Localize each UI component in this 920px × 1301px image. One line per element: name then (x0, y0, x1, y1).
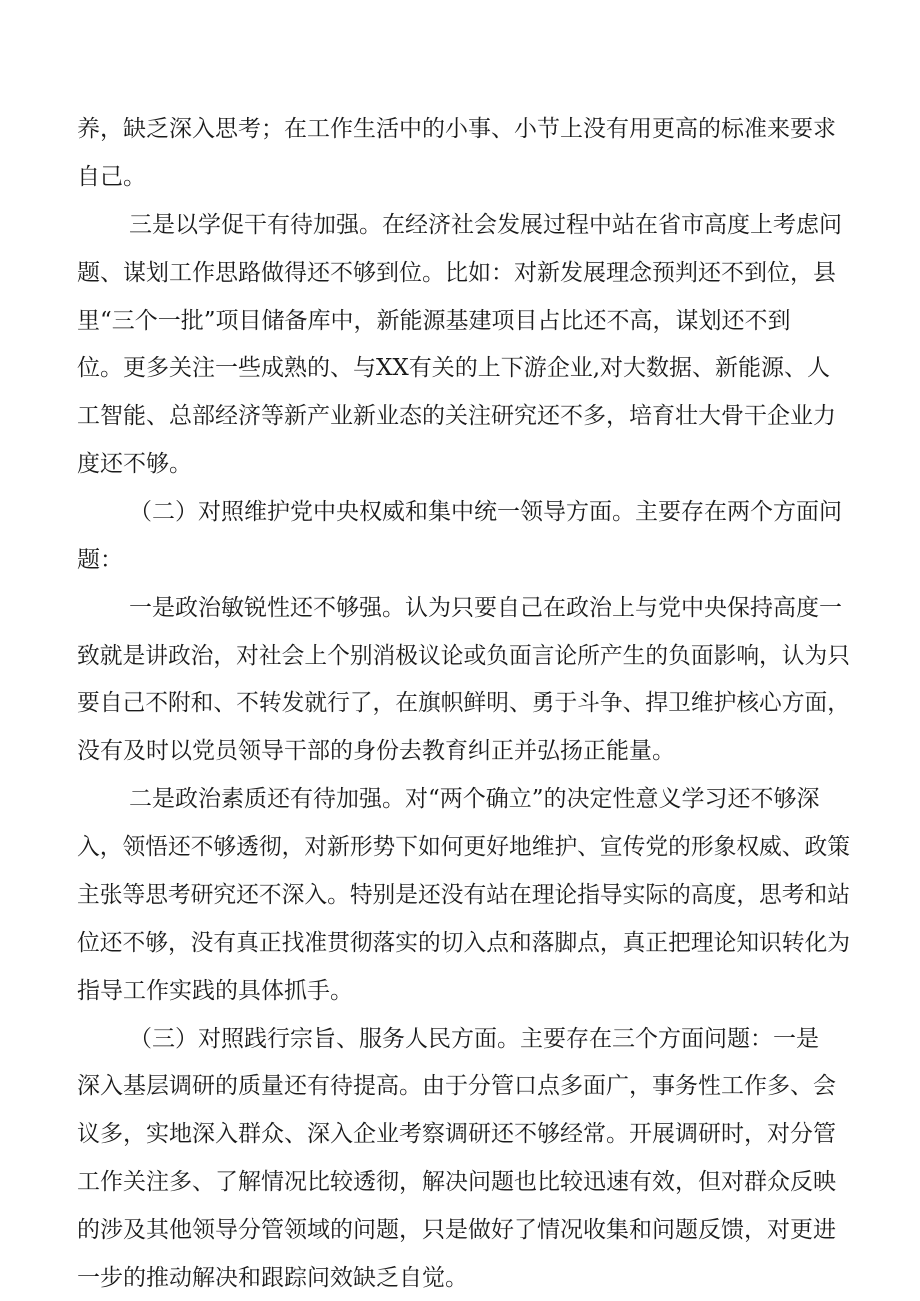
text-line: 入，领悟还不够透彻，对新形势下如何更好地维护、宣传党的形象权威、政策 (77, 834, 850, 860)
text-line: 里“三个一批”项目储备库中，新能源基建项目占比还不高，谋划还不到 (77, 308, 791, 334)
section-heading: （二）对照维护党中央权威和集中统一领导方面。主要存在两个方面问 (129, 499, 842, 525)
text-line: 主张等思考研究还不深入。特别是还没有站在理论指导实际的高度，思考和站 (77, 882, 850, 908)
text-line: 工智能、总部经济等新产业新业态的关注研究还不多，培育壮大骨干企业力 (77, 403, 836, 429)
text-line: 致就是讲政治，对社会上个别消极议论或负面言论所产生的负面影响，认为只 (77, 643, 850, 669)
text-line: 位。更多关注一些成熟的、与XX有关的上下游企业,对大数据、新能源、人 (77, 355, 831, 381)
text-line: 工作关注多、了解情况比较透彻，解决问题也比较迅速有效，但对群众反映 (77, 1169, 836, 1195)
text-line: 没有及时以党员领导干部的身份去教育纠正并弘扬正能量。 (77, 738, 675, 764)
text-line: 位还不够，没有真正找准贯彻落实的切入点和落脚点，真正把理论知识转化为 (77, 930, 850, 956)
text-line: 三是以学促干有待加强。在经济社会发展过程中站在省市高度上考虑问 (129, 212, 842, 238)
text-line: 养，缺乏深入思考；在工作生活中的小事、小节上没有用更高的标准来要求 (77, 116, 836, 142)
text-line: 题： (77, 547, 123, 573)
text-line: 一步的推动解决和跟踪问效缺乏自觉。 (77, 1265, 468, 1291)
text-line: 深入基层调研的质量还有待提高。由于分管口点多面广，事务性工作多、会 (77, 1073, 836, 1099)
text-line: 题、谋划工作思路做得还不够到位。比如：对新发展理念预判还不到位，县 (77, 260, 836, 286)
text-line: 议多，实地深入群众、深入企业考察调研还不够经常。开展调研时，对分管 (77, 1121, 836, 1147)
text-line: 度还不够。 (77, 451, 192, 477)
text-line: 自己。 (77, 164, 146, 190)
text-line: 二是政治素质还有待加强。对“两个确立”的决定性意义学习还不够深 (129, 786, 820, 812)
section-heading: （三）对照践行宗旨、服务人民方面。主要存在三个方面问题：一是 (129, 1026, 819, 1052)
text-line: 要自己不附和、不转发就行了，在旗帜鲜明、勇于斗争、捍卫维护核心方面， (77, 690, 850, 716)
text-line: 的涉及其他领导分管领域的问题，只是做好了情况收集和问题反馈，对更进 (77, 1217, 836, 1243)
text-line: 一是政治敏锐性还不够强。认为只要自己在政治上与党中央保持高度一 (129, 595, 842, 621)
text-line: 指导工作实践的具体抓手。 (77, 978, 353, 1004)
